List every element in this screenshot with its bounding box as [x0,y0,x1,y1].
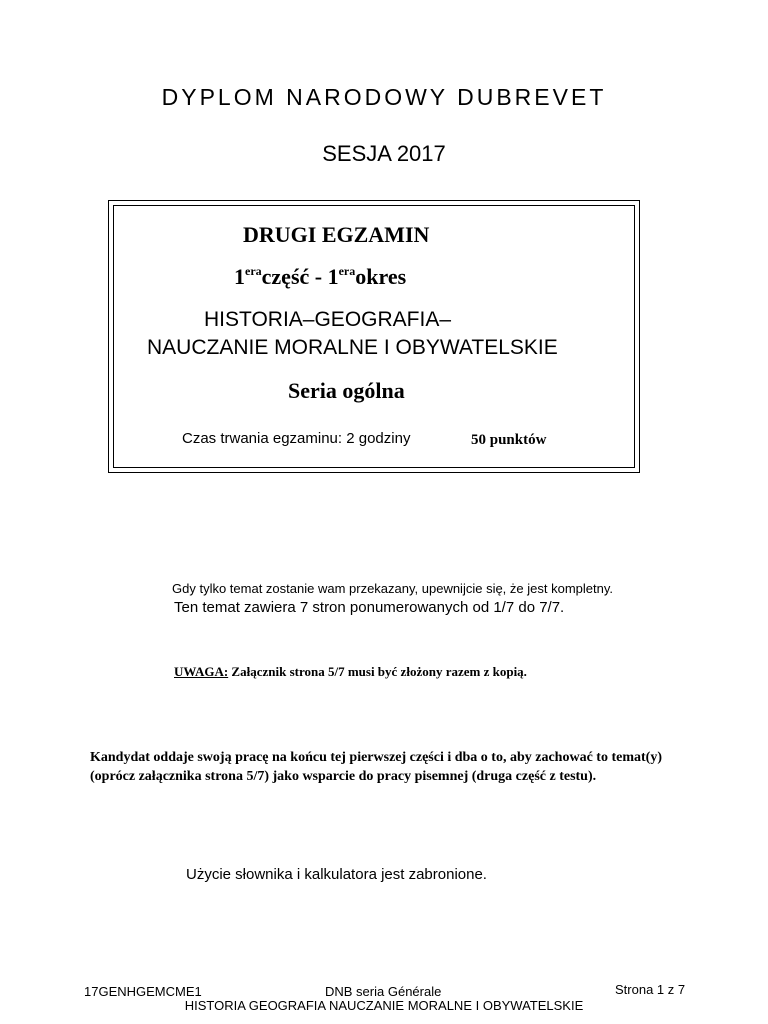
candidate-instructions: Kandydat oddaje swoją pracę na końcu tej pierwszej części i dba o to, aby zachować to temat(y) (oprócz załącznika strona 5/7) jako wsparcie do pracy pisemnej (druga część z testu). [90,750,662,784]
exam-part [234,264,406,290]
exam-part-superscript-2: era [338,264,356,278]
attention-label: UWAGA: [174,664,229,679]
dictionary-calculator-notice: Użycie słownika i kalkulatora jest zabronione. [186,866,487,883]
exam-name: DRUGI EGZAMIN [243,222,430,247]
exam-series: Seria ogólna [288,378,405,403]
page-count-notice: Ten temat zawiera 7 stron ponumerowanych od 1/7 do 7/7. [174,599,565,616]
exam-part-superscript-1: era [245,264,262,278]
exam-part-word-2: okres [355,264,407,289]
footer-subject: HISTORIA GEOGRAFIA NAUCZANIE MORALNE I OBYWATELSKIE [184,998,584,1013]
exam-part-number-1: 1 [234,264,245,289]
attention-text: Załącznik strona 5/7 musi być złożony razem z kopią. [228,664,527,679]
exam-part-word-1: część - [261,264,328,289]
exam-part-number-2: 1 [327,264,339,289]
attention-notice [174,664,527,680]
footer-series: DNB seria Générale [325,984,442,999]
document-title: DYPLOM NARODOWY DUBREVET [161,84,607,110]
exam-points: 50 punktów [471,432,547,448]
completeness-notice: Gdy tylko temat zostanie wam przekazany, upewnijcie się, że jest kompletny. [172,581,613,596]
footer-page-number: Strona 1 z 7 [615,982,686,997]
footer-code: 17GENHGEMCME1 [84,984,202,999]
session-label: SESJA 2017 [322,141,446,166]
subject-line-2: NAUCZANIE MORALNE I OBYWATELSKIE [147,336,558,359]
subject-line-1: HISTORIA–GEOGRAFIA– [204,308,452,331]
exam-duration: Czas trwania egzaminu: 2 godziny [182,430,411,447]
